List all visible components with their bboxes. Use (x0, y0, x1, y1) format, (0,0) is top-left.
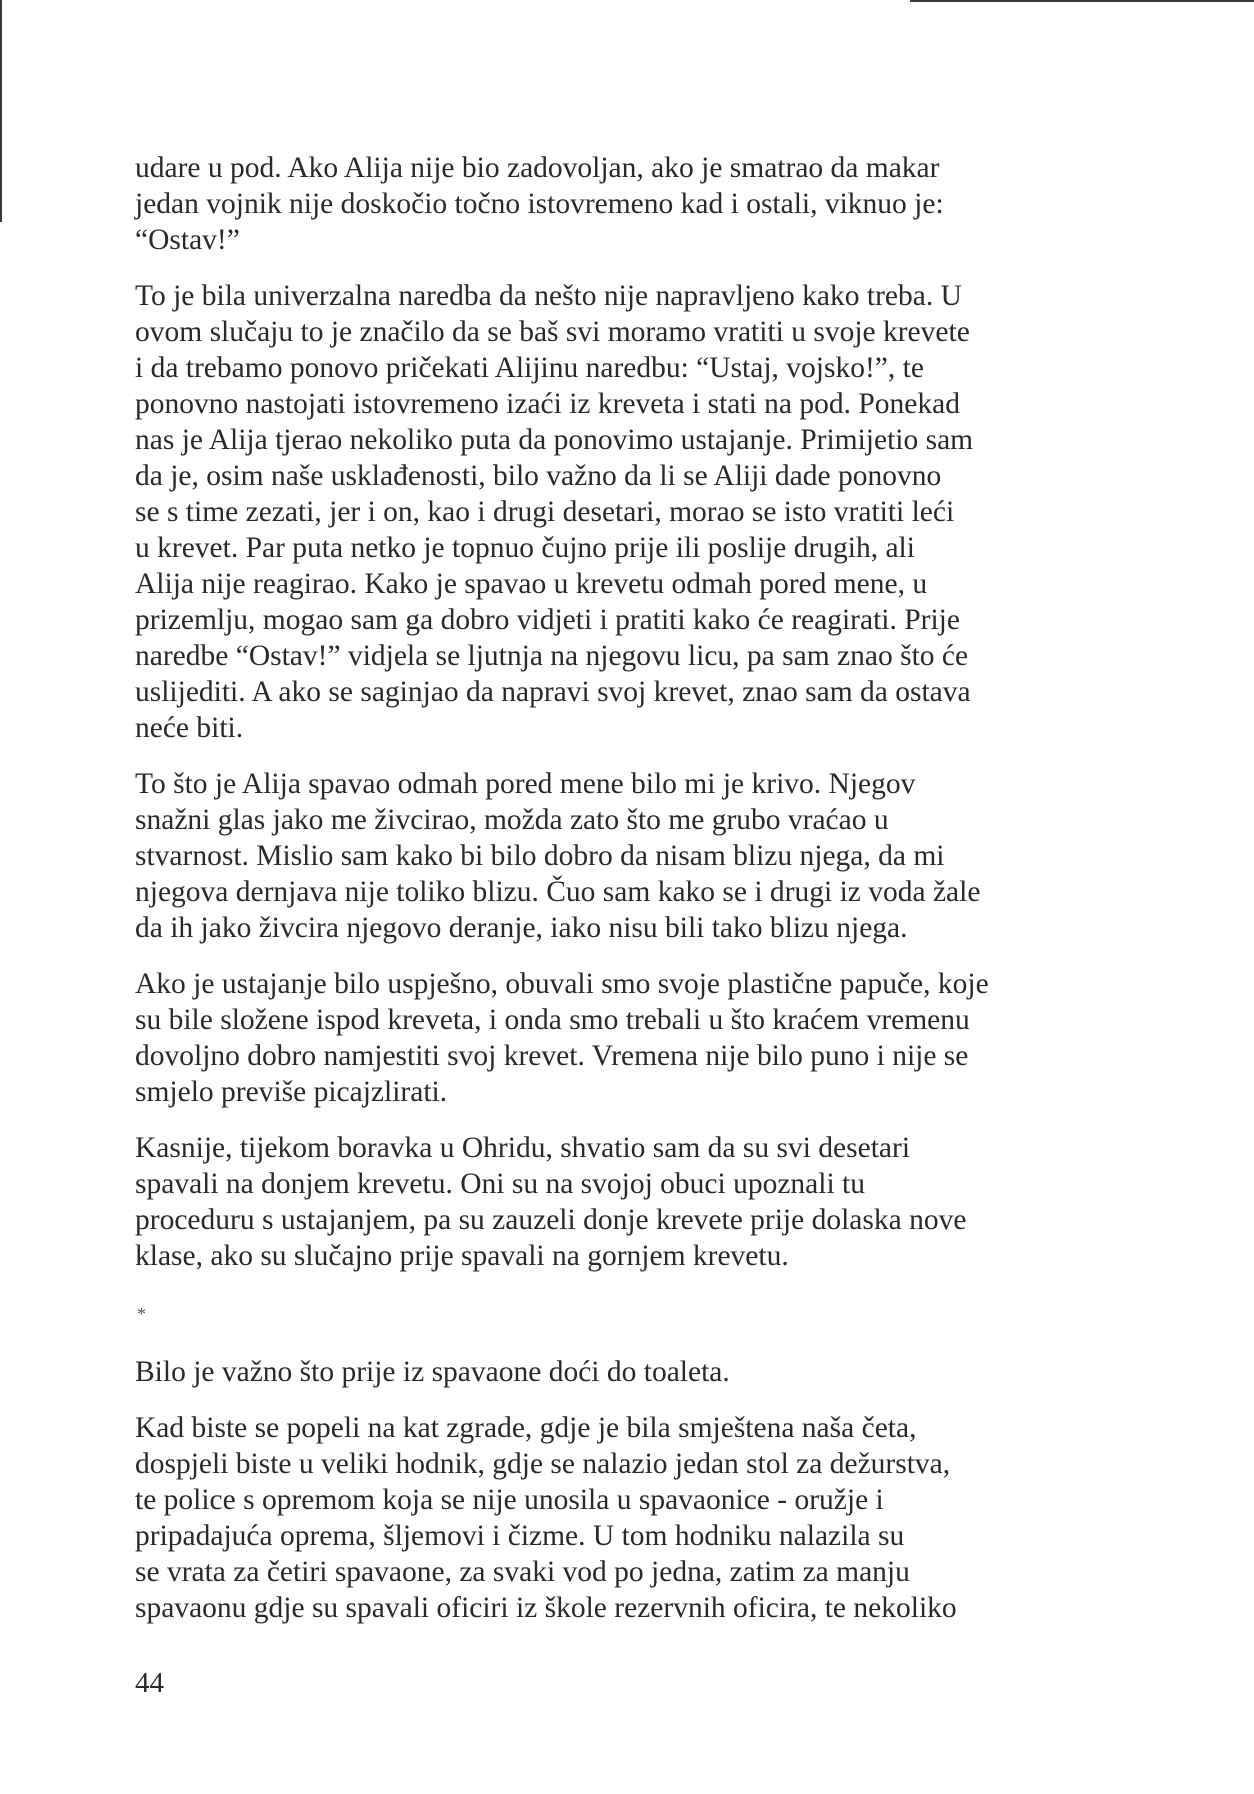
text-line: stvarnost. Mislio sam kako bi bilo dobro da nisam blizu njega, da mi (135, 840, 945, 872)
text-line: su bile složene ispod kreveta, i onda smo trebali u što kraćem vremenu (135, 1004, 970, 1036)
scan-edge-top (910, 0, 1254, 2)
text-line: ovom slučaju to je značilo da se baš svi moramo vratiti u svoje krevete (135, 316, 970, 348)
text-line: njegova dernjava nije toliko blizu. Čuo sam kako se i drugi iz voda žale (135, 876, 981, 908)
text-line: da je, osim naše usklađenosti, bilo važno da li se Aliji dade ponovno (135, 460, 942, 492)
text-line: spavali na donjem krevetu. Oni su na svojoj obuci upoznali tu (135, 1168, 865, 1200)
text-line: u krevet. Par puta netko je topnuo čujno prije ili poslije drugih, ali (135, 532, 915, 564)
paragraph (135, 150, 1125, 258)
text-line: Kad biste se popeli na kat zgrade, gdje je bila smještena naša četa, (135, 1412, 917, 1444)
section-separator: * (137, 1304, 146, 1324)
text-line: dovoljno dobro namjestiti svoj krevet. Vremena nije bilo puno i nije se (135, 1040, 969, 1072)
text-line: ponovno nastojati istovremeno izaći iz kreveta i stati na pod. Ponekad (135, 388, 960, 420)
text-line: i da trebamo ponovo pričekati Alijinu naredbu: “Ustaj, vojsko!”, te (135, 352, 924, 384)
text-line: naredbe “Ostav!” vidjela se ljutnja na njegovu licu, pa sam znao što će (135, 640, 969, 672)
text-line: dospjeli biste u veliki hodnik, gdje se nalazio jedan stol za dežurstva, (135, 1448, 951, 1480)
text-line: pripadajuća oprema, šljemovi i čizme. U tom hodniku nalazila su (135, 1520, 905, 1552)
text-line: spavaonu gdje su spavali oficiri iz škole rezervnih oficira, te nekoliko (135, 1592, 957, 1624)
text-line: “Ostav!” (135, 224, 240, 256)
paragraph (135, 1354, 1125, 1390)
paragraph (135, 278, 1125, 746)
paragraph (135, 1130, 1125, 1274)
text-line: Kasnije, tijekom boravka u Ohridu, shvatio sam da su svi desetari (135, 1132, 911, 1164)
paragraph (135, 766, 1125, 946)
text-line: te police s opremom koja se nije unosila u spavaonice - oružje i (135, 1484, 884, 1516)
paragraph (135, 966, 1125, 1110)
text-line: se s time zezati, jer i on, kao i drugi desetari, morao se isto vratiti leći (135, 496, 955, 528)
page-number: 44 (135, 1667, 164, 1699)
text-line: nas je Alija tjerao nekoliko puta da ponovimo ustajanje. Primijetio sam (135, 424, 974, 456)
scan-edge-left (0, 0, 2, 222)
text-line: uslijediti. A ako se saginjao da napravi svoj krevet, znao sam da ostava (135, 676, 971, 708)
text-line: Bilo je važno što prije iz spavaone doći do toaleta. (135, 1356, 730, 1388)
text-line: snažni glas jako me živcirao, možda zato što me grubo vraćao u (135, 804, 889, 836)
text-line: jedan vojnik nije doskočio točno istovremeno kad i ostali, viknuo je: (135, 188, 944, 220)
text-line: da ih jako živcira njegovo deranje, iako nisu bili tako blizu njega. (135, 912, 908, 944)
text-line: se vrata za četiri spavaone, za svaki vod po jedna, zatim za manju (135, 1556, 910, 1588)
paragraph (135, 1410, 1125, 1626)
text-line: Ako je ustajanje bilo uspješno, obuvali smo svoje plastične papuče, koje (135, 968, 989, 1000)
text-line: prizemlju, mogao sam ga dobro vidjeti i pratiti kako će reagirati. Prije (135, 604, 960, 636)
text-line: smjelo previše picajzlirati. (135, 1076, 448, 1108)
text-line: neće biti. (135, 712, 244, 744)
text-line: klase, ako su slučajno prije spavali na gornjem krevetu. (135, 1240, 789, 1272)
page-body (135, 150, 1125, 1626)
text-line: To je bila univerzalna naredba da nešto nije napravljeno kako treba. U (135, 280, 962, 312)
text-line: Alija nije reagirao. Kako je spavao u krevetu odmah pored mene, u (135, 568, 928, 600)
text-line: To što je Alija spavao odmah pored mene bilo mi je krivo. Njegov (135, 768, 916, 800)
text-line: proceduru s ustajanjem, pa su zauzeli donje krevete prije dolaska nove (135, 1204, 967, 1236)
text-line: udare u pod. Ako Alija nije bio zadovoljan, ako je smatrao da makar (135, 152, 940, 184)
